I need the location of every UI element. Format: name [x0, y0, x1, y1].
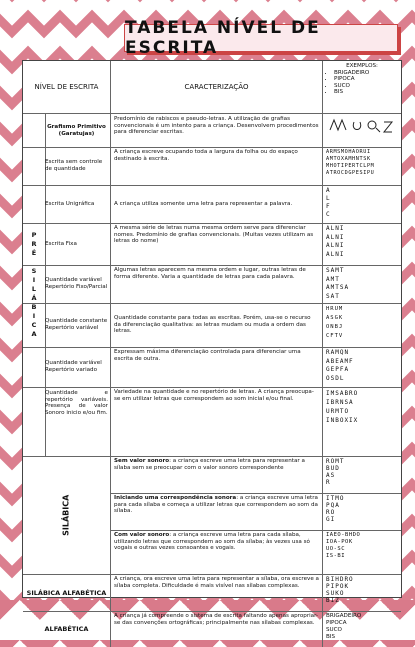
- pre-silabica-letter: A: [31, 330, 37, 338]
- level-example: BRIGADEIRO PIPOCA SUCO BIS: [326, 613, 362, 640]
- level-name: Escrita Unigráfica: [45, 200, 95, 207]
- level-example: IAEO-BHDO IOA-POK UO-SC IS-BI: [326, 532, 361, 559]
- example-word: • BRIGADEIRO: [334, 70, 398, 77]
- table-row: [111, 493, 401, 531]
- table-row: [23, 303, 401, 348]
- level-name: ALFABÉTICA: [44, 624, 89, 633]
- level-name: SILÁBICA ALFABÉTICA: [26, 588, 107, 597]
- level-example: RAMQN ABEAMF GEPFA OSDL: [326, 349, 354, 382]
- level-example: IMSABRO IBRNSA URMTO INBOXIX: [326, 390, 359, 424]
- level-description: : a criança escreve uma letra para cada sílaba e começa a utilizar letras que correspondem ao som da sílaba.: [114, 495, 318, 515]
- level-description: A mesma série de letras numa mesma ordem serve para diferenciar nomes. Predomínio de grafias convencionais. (Muitas vezes utilizam as letras do nome): [114, 225, 314, 245]
- level-example: ALNI ALNI ALNI ALNI: [326, 225, 345, 258]
- header-level: NÍVEL DE ESCRITA: [34, 82, 99, 91]
- silabica-label: SILÁBICA: [61, 494, 71, 536]
- example-word: • BIS: [334, 89, 398, 96]
- level-name: Escrita Fixa: [45, 240, 77, 247]
- level-description: A criança já compreende o sistema de escrita faltando apenas apropriar-se das convenções ortográficas; principalmente nas sílabas complexas.: [114, 613, 319, 626]
- table-row: [23, 574, 401, 612]
- pre-silabica-letter: B: [31, 303, 37, 311]
- header-examples-cell: [323, 61, 401, 113]
- level-name: Quantidade e repertório variáveis. Presença de valor Sonoro inicio e/ou fim.: [45, 390, 108, 416]
- pre-silabica-letter: C: [31, 321, 37, 329]
- level-description: Expressam máxima diferenciação controlada para diferenciar uma escrita de outra.: [114, 349, 301, 362]
- table-row: [23, 265, 401, 304]
- examples-list: [326, 70, 398, 96]
- table-row: [23, 611, 401, 647]
- header-level-cell: [23, 61, 111, 113]
- level-example: HRUM ASGK ONBJ CFTV: [326, 306, 344, 339]
- silabica-subtitle: Com valor sonoro: [114, 532, 170, 538]
- level-example: ROMT BUD AS R: [326, 458, 345, 486]
- table-row: [23, 530, 401, 575]
- level-name: Quantidade variável Repertório Fixo/Parcial: [45, 277, 108, 290]
- pre-silabica-letter: P: [31, 231, 37, 239]
- level-description: Algumas letras aparecem na mesma ordem e lugar, outras letras de forma diferente. Varia a quantidade de letras para cada palavra.: [114, 267, 306, 280]
- level-example: BIHDRO PIPOK SUKO BIZ: [326, 576, 354, 604]
- table-row: [23, 223, 401, 266]
- level-example: SAMT AMT AMTSA SAT: [326, 267, 350, 300]
- pre-silabica-letter: É: [31, 249, 37, 257]
- level-description: : a criança escreve uma letra para cada sílaba, utilizando letras que correspondem ao som da sílaba; às vezes usa só vogais e outras vezes consoantes e vogais.: [114, 532, 310, 552]
- level-description: : a criança escreve uma letra para representar a sílaba sem se preocupar com o valor sonoro correspondente: [114, 458, 305, 471]
- pre-silabica-letter: I: [32, 312, 36, 320]
- level-name: Quantidade variável Repertório variado: [45, 360, 102, 373]
- silabica-subtitle: Sem valor sonoro: [114, 458, 170, 464]
- level-description: Quantidade constante para todas as escritas. Porém, usa-se o recurso da diferenciação qualitativa: as letras mudam ou muda a ordem das letras.: [114, 315, 311, 335]
- garatuja-example: [323, 114, 401, 147]
- level-name: Quantidade constante Repertório variável: [45, 318, 108, 331]
- table-header-row: [23, 61, 401, 114]
- pre-silabica-letter: I: [32, 276, 36, 284]
- table-row: [23, 114, 401, 148]
- table-row: [23, 147, 401, 186]
- level-example: ITMO PQA RO GI: [326, 495, 345, 523]
- page-title: TABELA NÍVEL DE ESCRITA: [125, 18, 321, 58]
- level-name: Escrita sem controle de quantidade: [45, 159, 103, 172]
- page-title-box: [124, 18, 398, 58]
- level-description: A criança escreve ocupando toda a largura da folha ou do espaço destinado à escrita.: [114, 149, 298, 162]
- table-row: [23, 387, 401, 457]
- pre-silabica-letter: S: [31, 267, 37, 275]
- table-row: [111, 456, 401, 494]
- level-example: A L F C: [326, 187, 331, 218]
- examples-title: EXEMPLOS:: [346, 63, 378, 69]
- writing-level-table: [22, 60, 402, 640]
- level-name: Grafismo Primitivo (Garatujas): [47, 123, 106, 137]
- level-description: A criança utiliza somente uma letra para representar a palavra.: [114, 200, 293, 207]
- table-row: [23, 347, 401, 388]
- level-description: Predomínio de rabiscos e pseudo-letras. A utilização de grafias convencionais é um intento para a criança. Desenvolvem procedimentos para diferenciar escritas.: [114, 116, 319, 136]
- pre-silabica-letter: L: [31, 285, 37, 293]
- silabica-subtitle: Iniciando uma correspondência sonora: [114, 495, 237, 501]
- level-description: A criança, ora escreve uma letra para representar a sílaba, ora escreve a sílaba completa. Dificuldade é mais visível nas sílabas complexas.: [114, 576, 319, 589]
- level-description: Variedade na quantidade e no repertório de letras. A criança preocupa-se em utilizar letras que correspondem ao som inicial e/ou final.: [114, 389, 314, 402]
- pre-silabica-letter: R: [31, 240, 37, 248]
- pre-silabica-letter: Á: [31, 294, 37, 302]
- level-example: ARMSMOHAORUI AMTOXAMHNTSK MHOTIPERTCLPM ATROCDGPESIPU: [326, 149, 375, 176]
- header-caracterizacao: CARACTERIZAÇÃO: [184, 82, 249, 91]
- table-row: [23, 185, 401, 224]
- example-word: • PIPOCA: [334, 76, 398, 83]
- example-word: • SUCO: [334, 83, 398, 90]
- header-caracterizacao-cell: [111, 61, 323, 113]
